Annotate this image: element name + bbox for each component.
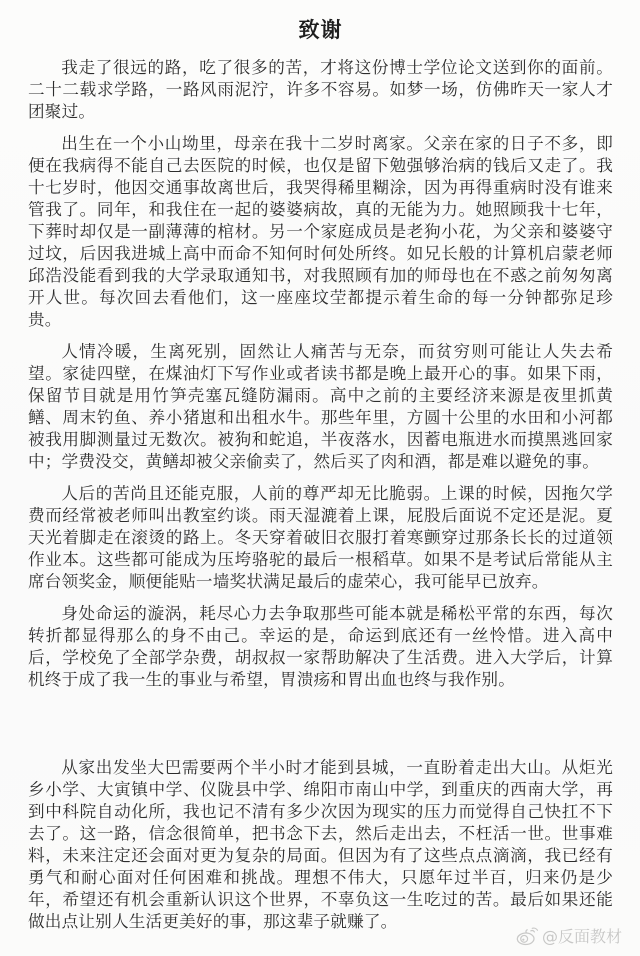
paragraph-2: 出生在一个小山坳里，母亲在我十二岁时离家。父亲在家的日子不多，即便在我病得不能自己去医院的时候，也仅是留下勉强够治病的钱后又走了。我十七岁时，他因交通事故离世后，我哭得稀里糊涂，因为再得重病时没有谁来管我了。同年，和我住在一起的婆婆病故，真的无能为力。她照顾我十七年，下葬时却仅是一副薄薄的棺材。另一个家庭成员是老狗小花，为父亲和婆婆守过坟，后因我进城上高中而命不知何时何处所终。如兄长般的计算机启蒙老师邱浩没能看到我的大学录取通知书，对我照顾有加的师母也在不惑之前匆匆离开人世。每次回去看他们，这一座座坟茔都提示着生命的每一分钟都弥足珍贵。 [28, 134, 613, 329]
paragraph-4: 人后的苦尚且还能克服，人前的尊严却无比脆弱。上课的时候，因拖欠学费而经常被老师叫出教室约谈。雨天湿漉着上课，屁股后面说不定还是泥。夏天光着脚走在滚烫的路上。冬天穿着破旧衣服打着寒颤穿过那条长长的过道领作业本。这些都可能成为压垮骆驼的最后一根稻草。如果不是考试后常能从主席台领奖金，顺便能贴一墙奖状满足最后的虚荣心，我可能早已放弃。 [28, 484, 613, 591]
watermark-handle: @反面教材 [541, 927, 622, 946]
weibo-logo-icon [515, 927, 539, 947]
paragraph-6: 从家出发坐大巴需要两个半小时才能到县城，一直盼着走出大山。从炬光乡小学、大寅镇中学、仪陇县中学、绵阳市南山中学，到重庆的西南大学，再到中科院自动化所，我也记不清有多少次因为现实的压力而觉得自己快扛不下去了。这一路，信念很简单，把书念下去，然后走出去，不枉活一世。世事难料，未来注定还会面对更为复杂的局面。但因为有了这些点点滴滴，我已经有勇气和耐心面对任何困难和挑战。理想不伟大，只愿年过半百，归来仍是少年，希望还有机会重新认识这个世界，不辜负这一生吃过的苦。最后如果还能做出点让别人生活更美好的事，那这辈子就赚了。 [28, 758, 613, 931]
paragraph-5: 身处命运的漩涡，耗尽心力去争取那些可能本就是稀松平常的东西，每次转折都显得那么的身不由己。幸运的是，命运到底还有一丝怜惜。进入高中后，学校免了全部学杂费，胡叔叔一家帮助解决了生活费。进入大学后，计算机终于成了我一生的事业与希望，胃溃疡和胃出血也终与我作别。 [28, 604, 613, 689]
watermark [515, 927, 622, 947]
paragraph-1: 我走了很远的路，吃了很多的苦，才将这份博士学位论文送到你的面前。二十二载求学路，一路风雨泥泞，许多不容易。如梦一场，仿佛昨天一家人才团聚过。 [28, 58, 613, 121]
page-title: 致谢 [298, 18, 343, 42]
paragraph-3: 人情冷暖，生离死别，固然让人痛苦与无奈，而贫穷则可能让人失去希望。家徒四壁，在煤油灯下写作业或者读书都是晚上最开心的事。如果下雨，保留节目就是用竹笋壳塞瓦缝防漏雨。高中之前的主要经济来源是夜里抓黄鳝、周末钓鱼、养小猪崽和出租水牛。那些年里，方圆十公里的水田和小河都被我用脚测量过无数次。被狗和蛇追，半夜落水，因蓄电瓶进水而摸黑逃回家中；学费没交，黄鳝却被父亲偷卖了，然后买了肉和酒，都是难以避免的事。 [28, 342, 613, 471]
